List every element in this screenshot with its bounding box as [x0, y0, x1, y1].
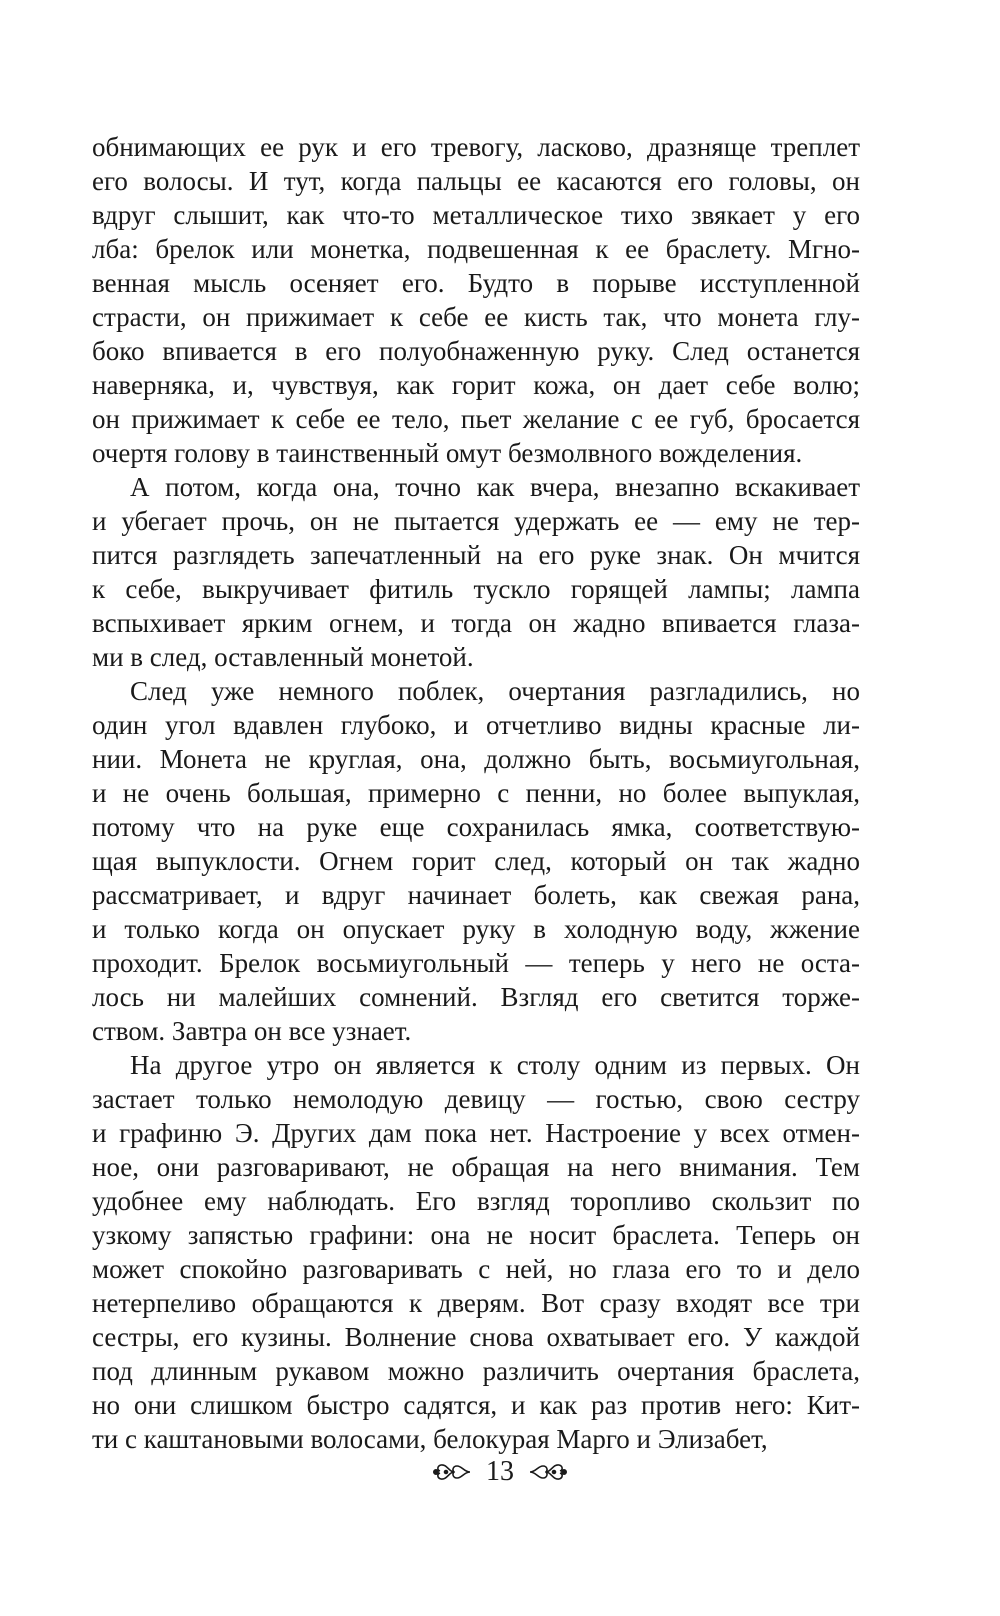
- text-line: застает только немолодую девицу — гостью, свою сестру: [92, 1084, 860, 1114]
- paragraph: [92, 1048, 860, 1456]
- text-line: обнимающих ее рук и его тревогу, ласково, дразняще треплет: [92, 132, 860, 162]
- text-line: под длинным рукавом можно различить очертания браслета,: [92, 1356, 860, 1386]
- text-line: щая выпуклости. Огнем горит след, который он так жадно: [92, 846, 860, 876]
- text-line: На другое утро он является к столу одним из первых. Он: [130, 1050, 860, 1080]
- text-line: его волосы. И тут, когда пальцы ее касаются его головы, он: [92, 166, 860, 196]
- text-line: может спокойно разговаривать с ней, но глаза его то и дело: [92, 1254, 860, 1284]
- text-line: и убегает прочь, он не пытается удержать ее — ему не тер-: [92, 506, 860, 536]
- text-line: но они слишком быстро садятся, и как раз против него: Кит-: [92, 1390, 860, 1420]
- text-line: очертя голову в таинственный омут безмолвного вожделения.: [92, 438, 803, 468]
- body-text: [92, 130, 860, 1456]
- text-line: ное, они разговаривают, не обращая на него внимания. Тем: [92, 1152, 860, 1182]
- text-line: проходит. Брелок восьмиугольный — теперь у него не оста-: [92, 948, 860, 978]
- paragraph: [92, 674, 860, 1048]
- text-line: ми в след, оставленный монетой.: [92, 642, 474, 672]
- text-line: узкому запястью графини: она не носит браслета. Теперь он: [92, 1220, 860, 1250]
- text-line: потому что на руке еще сохранилась ямка, соответствую-: [92, 812, 860, 842]
- paragraph: [92, 470, 860, 674]
- text-line: вдруг слышит, как что-то металлическое тихо звякает у его: [92, 200, 860, 230]
- page-footer: [0, 1452, 1000, 1492]
- text-line: и только когда он опускает руку в холодную воду, жжение: [92, 914, 860, 944]
- fleuron-right-icon: [528, 1461, 568, 1483]
- text-line: След уже немного поблек, очертания разгладились, но: [130, 676, 860, 706]
- text-line: лось ни малейших сомнений. Взгляд его светится торже-: [92, 982, 860, 1012]
- text-line: удобнее ему наблюдать. Его взгляд торопливо скользит по: [92, 1186, 860, 1216]
- fleuron-left-icon: [432, 1461, 472, 1483]
- text-line: и не очень большая, примерно с пенни, но более выпуклая,: [92, 778, 860, 808]
- text-line: лба: брелок или монетка, подвешенная к ее браслету. Мгно-: [92, 234, 860, 264]
- text-line: пится разглядеть запечатленный на его руке знак. Он мчится: [92, 540, 860, 570]
- text-line: нетерпеливо обращаются к дверям. Вот сразу входят все три: [92, 1288, 860, 1318]
- text-line: венная мысль осеняет его. Будто в порыве исступленной: [92, 268, 860, 298]
- text-line: А потом, когда она, точно как вчера, внезапно вскакивает: [130, 472, 860, 502]
- page-number: 13: [486, 1456, 514, 1487]
- paragraph: [92, 130, 860, 470]
- text-line: рассматривает, и вдруг начинает болеть, как свежая рана,: [92, 880, 860, 910]
- text-line: сестры, его кузины. Волнение снова охватывает его. У каждой: [92, 1322, 860, 1352]
- text-line: ти с каштановыми волосами, белокурая Марго и Элизабет,: [92, 1424, 768, 1454]
- text-line: он прижимает к себе ее тело, пьет желание с ее губ, бросается: [92, 404, 860, 434]
- text-line: нии. Монета не круглая, она, должно быть, восьмиугольная,: [92, 744, 860, 774]
- text-line: и графиню Э. Других дам пока нет. Настроение у всех отмен-: [92, 1118, 860, 1148]
- text-line: страсти, он прижимает к себе ее кисть так, что монета глу-: [92, 302, 860, 332]
- text-line: вспыхивает ярким огнем, и тогда он жадно впивается глаза-: [92, 608, 860, 638]
- text-line: ством. Завтра он все узнает.: [92, 1016, 412, 1046]
- text-line: боко впивается в его полуобнаженную руку. След останется: [92, 336, 860, 366]
- text-line: к себе, выкручивает фитиль тускло горящей лампы; лампа: [92, 574, 860, 604]
- text-line: наверняка, и, чувствуя, как горит кожа, он дает себе волю;: [92, 370, 860, 400]
- text-line: один угол вдавлен глубоко, и отчетливо видны красные ли-: [92, 710, 860, 740]
